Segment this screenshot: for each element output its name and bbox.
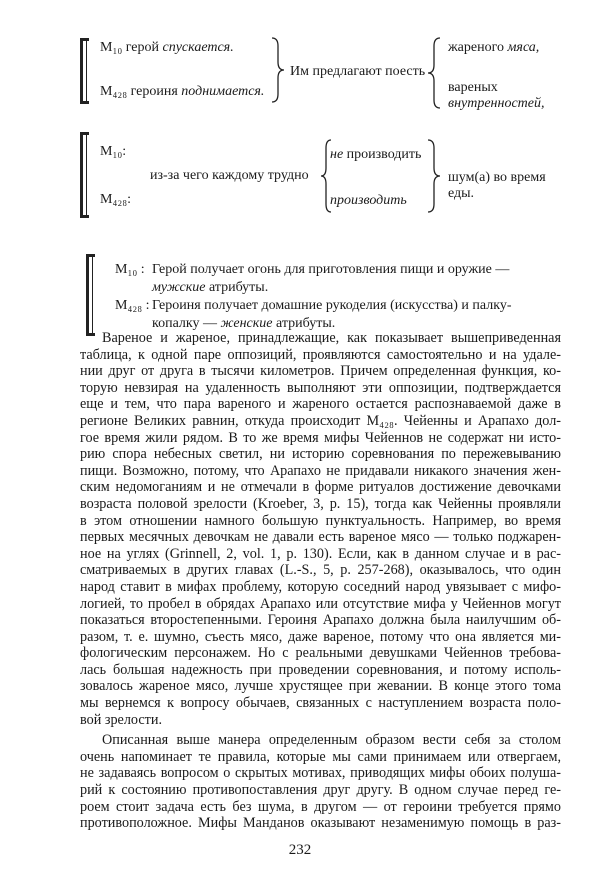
text-line: не задаваясь вопросом о скрытых мотивах, приводящих мифы обоих полуша- bbox=[80, 765, 561, 782]
myth-ref: M₄₂₈: bbox=[100, 192, 131, 207]
text: не bbox=[330, 147, 344, 162]
table1-row-m428 bbox=[100, 84, 264, 100]
text-line: пищи. Возможно, потому, что Арапахо не придавали никакого значения жен- bbox=[80, 462, 561, 479]
table2-result bbox=[448, 170, 546, 202]
table2-option-2: производить bbox=[330, 193, 407, 208]
text-line: в этом отношении намного большую пунктуальность. Например, во время bbox=[80, 512, 561, 529]
text-line: фологическим персонажем. Но с реальными девушками Чейеннов требова- bbox=[80, 645, 561, 662]
text-line bbox=[152, 280, 268, 296]
text: женские bbox=[220, 316, 273, 331]
text-line: противоположное. Мифы Манданов оказывают незаменимую помощь в раз- bbox=[80, 815, 561, 832]
text-line: регионе Великих равнин, откуда происходит M₄₂₈. Чейенны и Арапахо дол- bbox=[80, 412, 561, 429]
text: Герой получает огонь для приготовления пищи и оружие — bbox=[152, 262, 510, 277]
text-line: народ ставит в мифах проблему, которую соседний народ увязывает с мифо- bbox=[80, 578, 561, 595]
text: поднимается. bbox=[181, 84, 265, 99]
text-line: лась большая надежность при проведении соревнования, и потому исполь- bbox=[80, 661, 561, 678]
bracket bbox=[80, 38, 89, 104]
paragraph bbox=[80, 732, 561, 832]
right-brace bbox=[428, 140, 440, 212]
right-brace bbox=[272, 38, 284, 102]
text-line: нии друг от друга в тысячи километров. Причем определенная функция, ко- bbox=[80, 363, 561, 380]
text-line: рий к состоянию противопоставления друг другу. В одном случае перед ге- bbox=[80, 782, 561, 799]
text: мяса, bbox=[507, 40, 540, 55]
table2-middle: из-за чего каждому трудно bbox=[150, 168, 309, 183]
myth-ref: M₁₀ : bbox=[115, 262, 145, 277]
text: копалку — bbox=[152, 316, 218, 331]
text-line: еще и тем, что пара вареного и жареного остается распознаваемой даже в bbox=[80, 396, 561, 413]
myth-ref: M₄₂₈ : bbox=[115, 298, 150, 313]
text: спускается. bbox=[162, 40, 234, 55]
text: героиня bbox=[130, 84, 178, 99]
text: Героиня получает домашние рукоделия (искусства) и палку- bbox=[152, 298, 512, 313]
text-line: очень напоминает те правила, которые мы сами принимаем или отвергаем, bbox=[80, 748, 561, 765]
bracket bbox=[80, 132, 89, 218]
text: атрибуты. bbox=[276, 316, 336, 331]
text: вареных bbox=[448, 80, 498, 95]
text-line: сматриваемых в других главах (L.-S., 5, p. 257-268), оказывалось, что один bbox=[80, 562, 561, 579]
text: мужские bbox=[152, 280, 206, 295]
text-line: таблица, к одной паре оппозиций, проявляются самостоятельно и на удале- bbox=[80, 346, 561, 363]
myth-ref: M₄₂₈ bbox=[100, 84, 128, 99]
bracket bbox=[86, 254, 95, 336]
text-line: Вареное и жареное, принадлежащие, как показывает вышеприведенная bbox=[102, 330, 561, 346]
text: внутренностей, bbox=[448, 96, 545, 111]
text: атрибуты. bbox=[208, 280, 269, 295]
text-line: ное на углях (Grinnell, 2, vol. 1, p. 130). Если, как в данном случае и в рас- bbox=[80, 545, 561, 562]
text: шум(а) во время bbox=[448, 170, 546, 185]
text-line: зовалось жареное мясо, лучше хрустящее при жевании. В конце этого тома bbox=[80, 678, 561, 695]
text-line: разом, т. е. шумно, съесть мясо, даже вареное, потому что она является ми- bbox=[80, 628, 561, 645]
text: производить bbox=[346, 147, 422, 162]
text-line: торую невзирая на удаленность выполняют эти оппозиции, подтверждается bbox=[80, 379, 561, 396]
myth-ref: M₁₀ bbox=[100, 40, 123, 55]
text-line: вой зрелости. bbox=[80, 711, 162, 728]
table1-middle: Им предлагают поесть bbox=[290, 64, 426, 79]
text-line: гое время жили рядом. В то же время мифы Чейеннов не содержат ни исто- bbox=[80, 429, 561, 446]
text: жареного bbox=[448, 40, 504, 55]
text: герой bbox=[125, 40, 159, 55]
text-line: первых месячных девочкам не давали есть вареное мясо — только поджарен- bbox=[80, 529, 561, 546]
myth-ref: M₁₀: bbox=[100, 144, 127, 159]
page-number: 232 bbox=[288, 842, 312, 858]
text-line: ским недомоганиям и не отмечали в форме ритуалов достижение девочками bbox=[80, 479, 561, 496]
text-line: возраста половой зрелости (Kroeber, 3, p. 15), тогда как Чейенны проявляли bbox=[80, 495, 561, 512]
table1-row-m10 bbox=[100, 40, 234, 56]
table2-option-1 bbox=[330, 147, 421, 163]
table1-option-2 bbox=[448, 80, 545, 112]
text-line: Описанная выше манера определенным образом вести себя за столом bbox=[102, 732, 561, 749]
text-line: показаться второстепенными. Героиня Арапахо должна была наилучшим об- bbox=[80, 612, 561, 629]
text-line: логией, то пробел в обрядах Арапахо или отсутствие мифа у Чейеннов могут bbox=[80, 595, 561, 612]
text-line: рию спора небесных светил, ни историю соревнования по пережевыванию bbox=[80, 446, 561, 463]
table1-option-1 bbox=[448, 40, 539, 56]
text: еды. bbox=[448, 186, 475, 201]
left-brace bbox=[428, 38, 440, 108]
text-line: мы вернемся к вопросу обычаев, связанных с наступлением возраста поло- bbox=[80, 695, 561, 712]
text-line: роем стоит задача есть без шума, в другом — от героини требуется прямо bbox=[80, 798, 561, 815]
body-text bbox=[80, 330, 561, 832]
paragraph bbox=[80, 330, 561, 728]
